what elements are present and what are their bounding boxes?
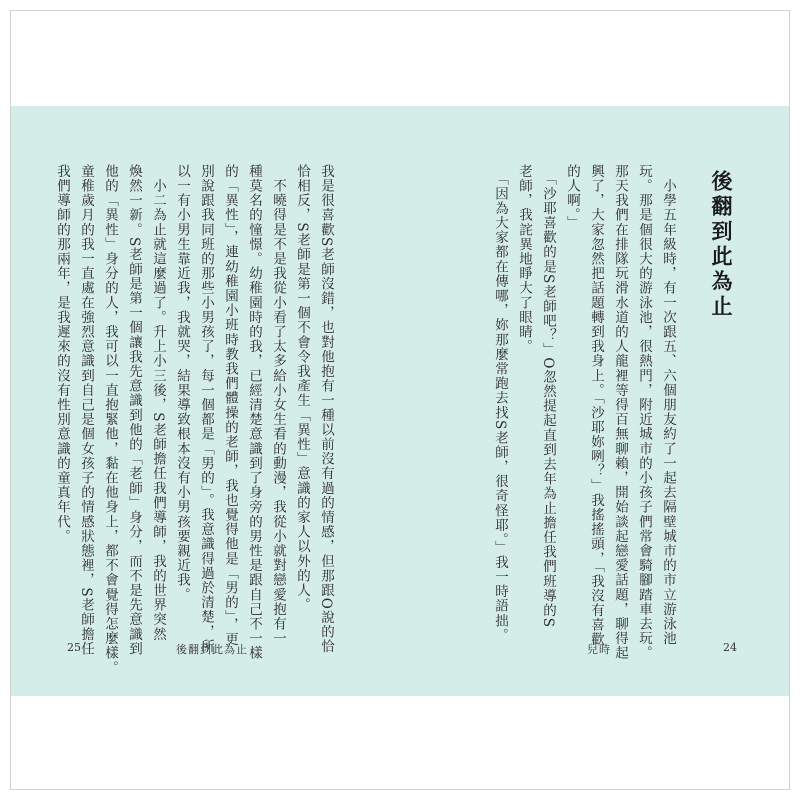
right-line-7: 老師，我詫異地睜大了眼睛。 xyxy=(516,164,532,354)
left-line-7: 以一有小男生靠近我，我就哭，結果導致根本沒有小男孩要親近我。 xyxy=(174,164,190,602)
right-line-1: 小學五年級時，有一次跟五、六個朋友約了一起去隔壁城市的市立游泳池 xyxy=(660,164,676,646)
left-line-5: 的「異性」，連幼稚園小班時教我們體操的老師，我也覺得他是「男的」，更 xyxy=(222,164,238,647)
right-line-2: 玩。那是個很大的游泳池，很熱門，附近城市的小孩子們常會騎腳踏車去玩。 xyxy=(636,164,652,661)
right-line-6: 「沙耶喜歡的是S老師吧？」O忽然提起直到去年為止擔任我們班導的S xyxy=(540,164,556,629)
right-running-head: 兒時 xyxy=(587,643,611,656)
chapter-title: 後翻到此為止 xyxy=(709,170,733,320)
left-line-9: 煥然一新。S老師是第一個讓我先意識到他的「老師」身分，而不是先意識到 xyxy=(126,164,142,657)
left-running-head: 後翻到此為止 xyxy=(176,643,248,656)
left-line-4: 種莫名的憧憬。幼稚園時的我，已經清楚意識到了身旁的男性是跟自己不一樣 xyxy=(246,164,262,661)
left-line-11: 童稚歲月的我一直處在強烈意識到自己是個女孩子的情感狀態裡，S老師擔任 xyxy=(78,164,94,657)
book-spread xyxy=(11,106,789,696)
right-line-5: 的人啊。」 xyxy=(564,164,580,231)
right-line-8: 「因為大家都在傳哪，妳那麼常跑去找S老師，很奇怪耶。」我一時語拙。 xyxy=(492,164,508,643)
left-line-3: 不曉得是不是我從小看了太多給小女生看的動漫，我從小就對戀愛抱有一 xyxy=(270,164,286,646)
left-line-2: 恰相反，S老師是第一個不會令我產生「異性」意識的家人以外的人。 xyxy=(294,164,310,613)
right-line-4: 興了，大家忽然把話題轉到我身上。「沙耶妳咧？」我搖搖頭，「我沒有喜歡 xyxy=(588,164,604,647)
right-line-3: 那天我們在排隊玩滑水道的人龍裡等得百無聊賴，開始談起戀愛話題，聊得起 xyxy=(612,164,628,661)
left-line-10: 他的「異性」身分的人，我可以一直抱緊他，黏在他身上，都不會覺得怎麼樣。 xyxy=(102,164,118,675)
right-page-number: 24 xyxy=(723,641,737,654)
left-page-number: 25 xyxy=(67,641,81,654)
left-line-6: 別說跟我同班的那些小男孩了，每一個都是「男的」。我意識得過於清楚，所 xyxy=(198,164,214,654)
left-line-1: 我是很喜歡S老師沒錯，也對他抱有一種以前沒有過的情感，但那跟O說的恰 xyxy=(318,164,334,654)
left-line-8: 小二為止就這麼過了。升上小三後，S老師擔任我們導師，我的世界突然 xyxy=(150,164,166,642)
left-line-12: 我們導師的那兩年，是我遲來的沒有性別意識的童真年代。 xyxy=(54,164,70,544)
